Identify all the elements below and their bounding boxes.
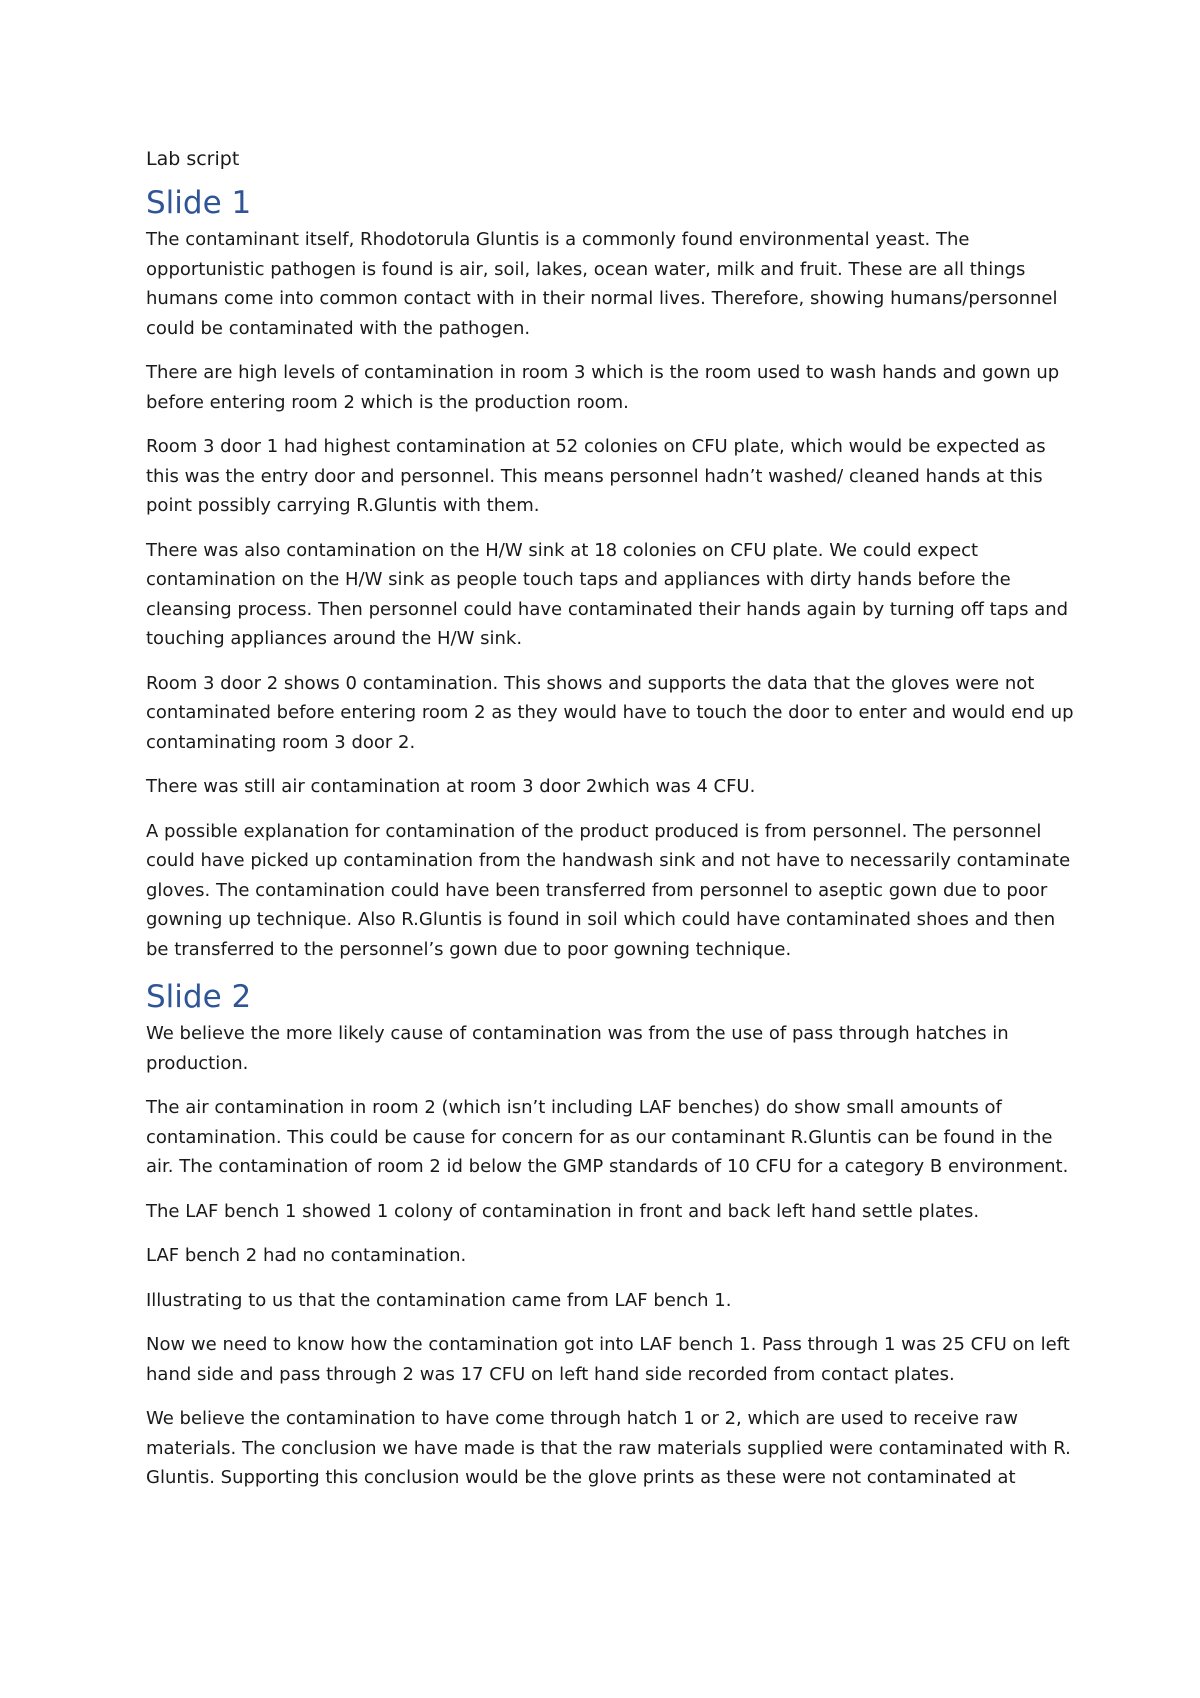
document-title: Lab script	[146, 148, 240, 170]
paragraph: The contaminant itself, Rhodotorula Gluntis is a commonly found environmental yeast. The opportunistic pathogen is found is air, soil, lakes, ocean water, milk and fruit. These are all things humans come into common contact with in their normal lives. Therefore, showing humans/personnel could be contaminated with the pathogen.	[146, 229, 1058, 339]
paragraph: There was still air contamination at room 3 door 2which was 4 CFU.	[146, 776, 756, 797]
paragraph: Room 3 door 2 shows 0 contamination. This shows and supports the data that the gloves were not contaminated before entering room 2 as they would have to touch the door to enter and would end up contaminating room 3 door 2.	[146, 672, 1074, 753]
paragraph: Illustrating to us that the contamination came from LAF bench 1.	[146, 1289, 732, 1311]
paragraph: Room 3 door 1 had highest contamination at 52 colonies on CFU plate, which would be expected as this was the entry door and personnel. This means personnel hadn’t washed/ cleaned hands at this point possibly carrying R.Gluntis with them.	[146, 436, 1046, 516]
paragraph: A possible explanation for contamination of the product produced is from personnel. The personnel could have picked up contamination from the handwash sink and not have to necessarily contaminate gloves. The contamination could have been transferred from personnel to aseptic gown due to poor gowning up technique. Also R.Gluntis is found in soil which could have contaminated shoes and then be transferred to the personnel’s gown due to poor gowning technique.	[146, 820, 1071, 960]
section-heading: Slide 1	[146, 185, 252, 221]
paragraph: The air contamination in room 2 (which isn’t including LAF benches) do show small amounts of contamination. This could be cause for concern for as our contaminant R.Gluntis can be found in the air. The contamination of room 2 id below the GMP standards of 10 CFU for a category B environment.	[146, 1097, 1069, 1177]
paragraph: There are high levels of contamination in room 3 which is the room used to wash hands and gown up before entering room 2 which is the production room.	[146, 362, 1060, 413]
paragraph: Now we need to know how the contamination got into LAF bench 1. Pass through 1 was 25 CFU on left hand side and pass through 2 was 17 CFU on left hand side recorded from contact plates.	[146, 1334, 1070, 1385]
paragraph: The LAF bench 1 showed 1 colony of contamination in front and back left hand settle plates.	[146, 1200, 980, 1222]
paragraph: We believe the contamination to have come through hatch 1 or 2, which are used to receive raw materials. The conclusion we have made is that the raw materials supplied were contaminated with R. Gluntis. Supporting this conclusion would be the glove prints as these were not contaminated at	[146, 1408, 1071, 1488]
section-slide-1	[146, 185, 1080, 964]
paragraph: LAF bench 2 had no contamination.	[146, 1245, 467, 1266]
section-slide-2	[146, 979, 1080, 1493]
paragraph: We believe the more likely cause of contamination was from the use of pass through hatches in production.	[146, 1023, 1009, 1074]
section-heading: Slide 2	[146, 979, 252, 1015]
paragraph: There was also contamination on the H/W sink at 18 colonies on CFU plate. We could expect contamination on the H/W sink as people touch taps and appliances with dirty hands before the cleansing process. Then personnel could have contaminated their hands again by turning off taps and touching appliances around the H/W sink.	[146, 539, 1069, 649]
